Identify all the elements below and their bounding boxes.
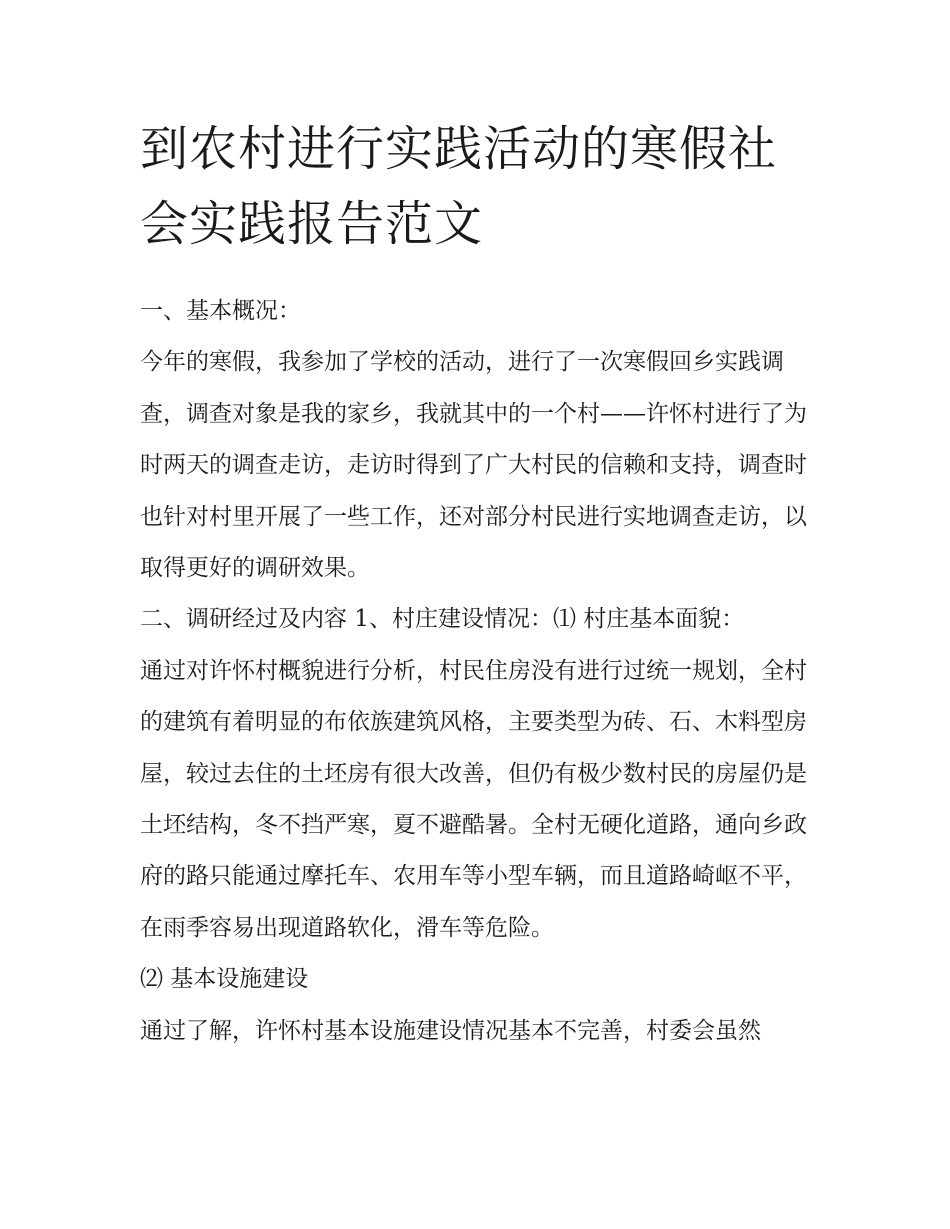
paragraph-village-appearance: 通过对许怀村概貌进行分析，村民住房没有进行过统一规划，全村的建筑有着明显的布依族建筑风格，主要类型为砖、石、木料型房屋，较过去住的土坯房有很大改善，但仍有极少数村民的房屋仍是土坯结构，冬不挡严寒，夏不避酷暑。全村无硬化道路，通向乡政府的路只能通过摩托车、农用车等小型车辆，而且道路崎岖不平，在雨季容易出现道路软化，滑车等危险。 <box>140 657 807 941</box>
document-page <box>140 112 820 1057</box>
paragraph-intro: 今年的寒假，我参加了学校的活动，进行了一次寒假回乡实践调查，调查对象是我的家乡，我就其中的一个村——许怀村进行了为时两天的调查走访，走访时得到了广大村民的信赖和支持，调查时也针对村里开展了一些工作，还对部分村民进行实地调查走访，以取得更好的调研效果。 <box>140 349 807 582</box>
document-title: 到农村进行实践活动的寒假社会实践报告范文 <box>140 121 778 252</box>
paragraph-infrastructure: 通过了解，许怀村基本设施建设情况基本不完善，村委会虽然 <box>140 1017 761 1044</box>
subheading-infrastructure: ⑵ 基本设施建设 <box>140 966 309 993</box>
section-heading-overview: 一、基本概况： <box>140 298 301 324</box>
section-heading-process: 二、调研经过及内容 1、村庄建设情况：⑴ 村庄基本面貌： <box>140 606 745 633</box>
